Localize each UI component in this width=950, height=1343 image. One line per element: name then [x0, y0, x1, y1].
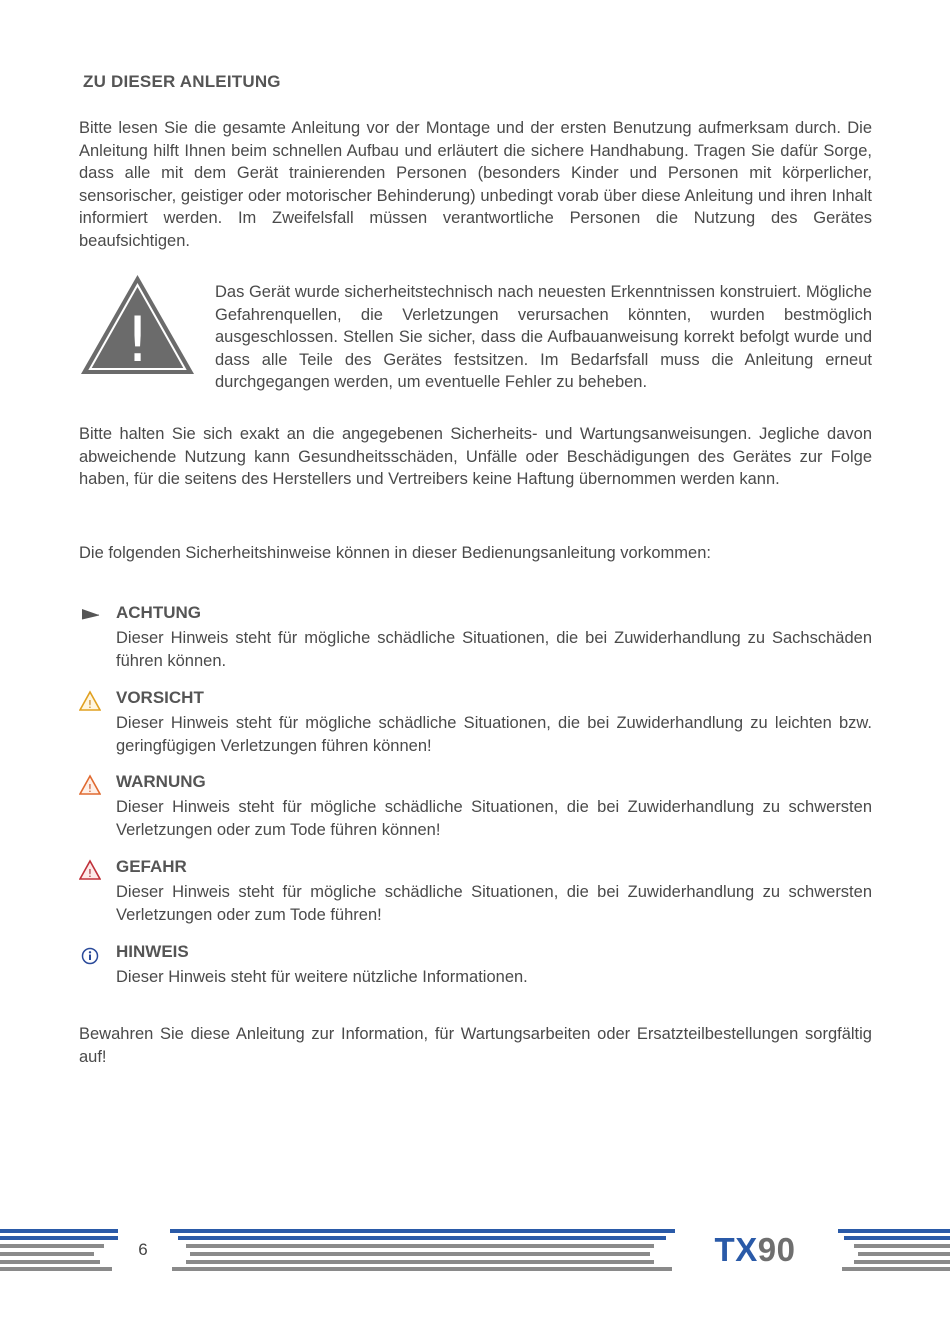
notice-text: Dieser Hinweis steht für mögliche schädliche Situationen, die bei Zuwiderhandlung zu schwersten Verletzungen oder zum Tode führen! [116, 883, 872, 924]
safety-construction-paragraph: Das Gerät wurde sicherheitstechnisch nach neuesten Erkenntnissen konstruiert. Mögliche Gefahrenquellen, die Verletzungen verursachen könnten, wurden bestmöglich ausgeschlossen. Stellen Sie sicher, dass die Aufbauanweisung korrekt befolgt wurde und dass alle Teile des Gerätes festsitzen. Im Bedarfsfall muss die Anleitung erneut durchgegangen werden, um eventuelle Fehler zu beheben. [215, 283, 872, 392]
info-icon [79, 944, 101, 966]
svg-text:!: ! [87, 698, 93, 711]
adherence-paragraph: Bitte halten Sie sich exakt an die angegebenen Sicherheits- und Wartungsanweisungen. Jegliche davon abweichende Nutzung kann Gesundheitsschäden, Unfälle oder Beschädigungen des Gerätes zur Folge haben, für die seitens des Herstellers und Vertreibers keine Haftung übernommen werden kann. [79, 425, 872, 489]
brand-prefix: TX [714, 1231, 758, 1268]
brand-number: 90 [757, 1231, 796, 1268]
notice-text: Dieser Hinweis steht für mögliche schädliche Situationen, die bei Zuwiderhandlung zu Sachschäden führen können. [116, 629, 872, 670]
section-title: ZU DIESER ANLEITUNG [83, 72, 281, 91]
notice-list-intro: Die folgenden Sicherheitshinweise können in dieser Bedienungsanleitung vorkommen: [79, 544, 711, 562]
notice-title: ACHTUNG [116, 603, 201, 622]
caution-triangle-icon [79, 690, 101, 712]
page-number: 6 [138, 1240, 148, 1259]
notice-title: GEFAHR [116, 857, 187, 876]
arrow-right-icon [79, 605, 101, 627]
notice-text: Dieser Hinweis steht für mögliche schädliche Situationen, die bei Zuwiderhandlung zu leichten bzw. geringfügigen Verletzungen führen können! [116, 714, 872, 755]
warning-triangle-icon [79, 774, 101, 796]
svg-text:!: ! [87, 782, 93, 795]
danger-triangle-icon [79, 859, 101, 881]
svg-text:!: ! [125, 303, 150, 376]
intro-paragraph: Bitte lesen Sie die gesamte Anleitung vor der Montage und der ersten Benutzung aufmerksam durch. Die Anleitung hilft Ihnen beim schnellen Aufbau und erläutert die sichere Handhabung. Tragen Sie dafür Sorge, dass alle mit dem Gerät trainierenden Personen (besonders Kinder und Personen mit körperlicher, sensorischer, geistiger oder motorischer Behinderung) unbedingt vorab über diese Anleitung und ihren Inhalt informiert werden. Im Zweifelsfall müssen verantwortliche Personen die Nutzung des Gerätes beaufsichtigen. [79, 119, 872, 250]
notice-title: HINWEIS [116, 942, 189, 961]
notice-text: Dieser Hinweis steht für mögliche schädliche Situationen, die bei Zuwiderhandlung zu schwersten Verletzungen oder zum Tode führen können! [116, 798, 872, 839]
notice-title: WARNUNG [116, 772, 206, 791]
notice-title: VORSICHT [116, 688, 204, 707]
notice-text: Dieser Hinweis steht für weitere nützliche Informationen. [116, 968, 528, 986]
brand-logo [700, 1231, 810, 1269]
warning-triangle-icon [79, 273, 196, 376]
closing-paragraph: Bewahren Sie diese Anleitung zur Information, für Wartungsarbeiten oder Ersatzteilbestellungen sorgfältig auf! [79, 1025, 872, 1066]
svg-text:!: ! [87, 867, 93, 880]
